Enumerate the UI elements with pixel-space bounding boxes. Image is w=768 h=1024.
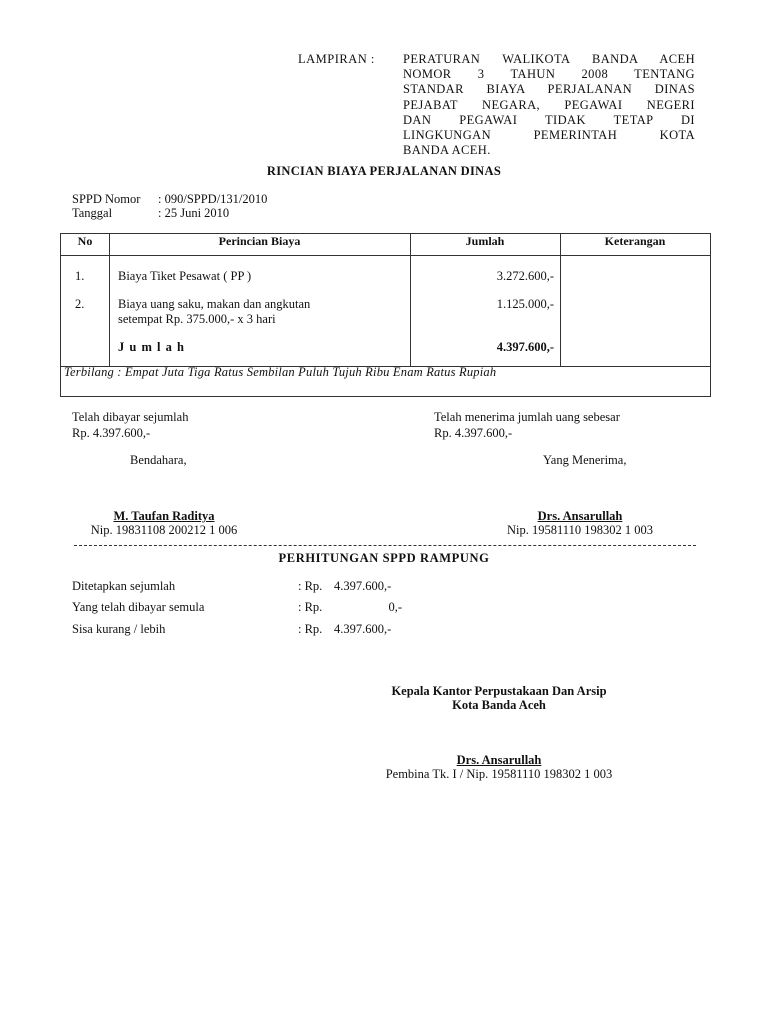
tanggal-label: Tanggal	[72, 206, 113, 220]
terbilang-text: Terbilang : Empat Juta Tiga Ratus Sembilan Puluh Tujuh Ribu Enam Ratus Rupiah	[64, 365, 497, 379]
header-no: No	[77, 234, 93, 248]
total-value: 4.397.600,-	[496, 340, 554, 354]
perhitungan-value: 4.397.600,-	[334, 622, 392, 636]
row-jumlah: 3.272.600,-	[496, 269, 554, 283]
lampiran-label: LAMPIRAN :	[298, 52, 375, 66]
kepala-title: Kepala Kantor Perpustakaan Dan Arsip	[391, 684, 607, 698]
bendahara-role: Bendahara,	[130, 453, 187, 467]
penerima-role: Yang Menerima,	[543, 453, 627, 467]
column-divider	[410, 234, 411, 366]
tanggal-value: : 25 Juni 2010	[158, 206, 230, 220]
perhitungan-label: Yang telah dibayar semula	[72, 600, 205, 614]
kepala-subtitle: Kota Banda Aceh	[452, 698, 546, 712]
document-title: RINCIAN BIAYA PERJALANAN DINAS	[266, 164, 502, 178]
lampiran-line: LINGKUNGAN PEMERINTAH KOTA	[403, 128, 695, 143]
penerima-nip: Nip. 19581110 198302 1 003	[507, 523, 653, 537]
lampiran-line: DAN PEGAWAI TIDAK TETAP DI	[403, 112, 695, 127]
perhitungan-label: Ditetapkan sejumlah	[72, 579, 176, 593]
perhitungan-label: Sisa kurang / lebih	[72, 622, 166, 636]
lampiran-line: STANDAR BIAYA PERJALANAN DINAS	[403, 82, 695, 97]
bendahara-nip: Nip. 19831108 200212 1 006	[90, 523, 238, 537]
paid-amount: Rp. 4.397.600,-	[72, 426, 151, 440]
header-keterangan: Keterangan	[604, 234, 666, 248]
row-item: Biaya uang saku, makan dan angkutan	[118, 297, 311, 311]
bendahara-name: M. Taufan Raditya	[113, 509, 215, 523]
header-perincian: Perincian Biaya	[218, 234, 301, 248]
perhitungan-title: PERHITUNGAN SPPD RAMPUNG	[278, 551, 490, 565]
lampiran-line: BANDA ACEH.	[403, 143, 491, 158]
row-jumlah: 1.125.000,-	[496, 297, 554, 311]
row-no: 2.	[75, 297, 85, 311]
perhitungan-value: 0,-	[388, 600, 402, 614]
row-item: Biaya Tiket Pesawat ( PP )	[118, 269, 252, 283]
received-label: Telah menerima jumlah uang sebesar	[434, 410, 620, 424]
header-jumlah: Jumlah	[465, 234, 505, 248]
sppd-nomor-label: SPPD Nomor	[72, 192, 141, 206]
penerima-name: Drs. Ansarullah	[537, 509, 623, 523]
kepala-name: Drs. Ansarullah	[456, 753, 542, 767]
received-amount: Rp. 4.397.600,-	[434, 426, 513, 440]
sppd-nomor-value: : 090/SPPD/131/2010	[158, 192, 268, 206]
column-divider	[109, 234, 110, 366]
perhitungan-prefix: : Rp.	[298, 579, 323, 593]
perhitungan-prefix: : Rp.	[298, 600, 323, 614]
lampiran-text	[403, 52, 695, 158]
lampiran-line: PEJABAT NEGARA, PEGAWAI NEGERI	[403, 97, 695, 112]
dashed-separator	[74, 545, 696, 546]
column-divider	[560, 234, 561, 366]
kepala-nip: Pembina Tk. I / Nip. 19581110 198302 1 003	[385, 767, 613, 781]
row-no: 1.	[75, 269, 85, 283]
row-item-continued: setempat Rp. 375.000,- x 3 hari	[118, 312, 276, 326]
paid-label: Telah dibayar sejumlah	[72, 410, 189, 424]
header-divider	[61, 255, 710, 256]
perhitungan-prefix: : Rp.	[298, 622, 323, 636]
lampiran-line: PERATURAN WALIKOTA BANDA ACEH	[403, 52, 695, 66]
perhitungan-value: 4.397.600,-	[334, 579, 392, 593]
lampiran-line: NOMOR 3 TAHUN 2008 TENTANG	[403, 67, 695, 82]
total-label: J u m l a h	[118, 340, 185, 354]
